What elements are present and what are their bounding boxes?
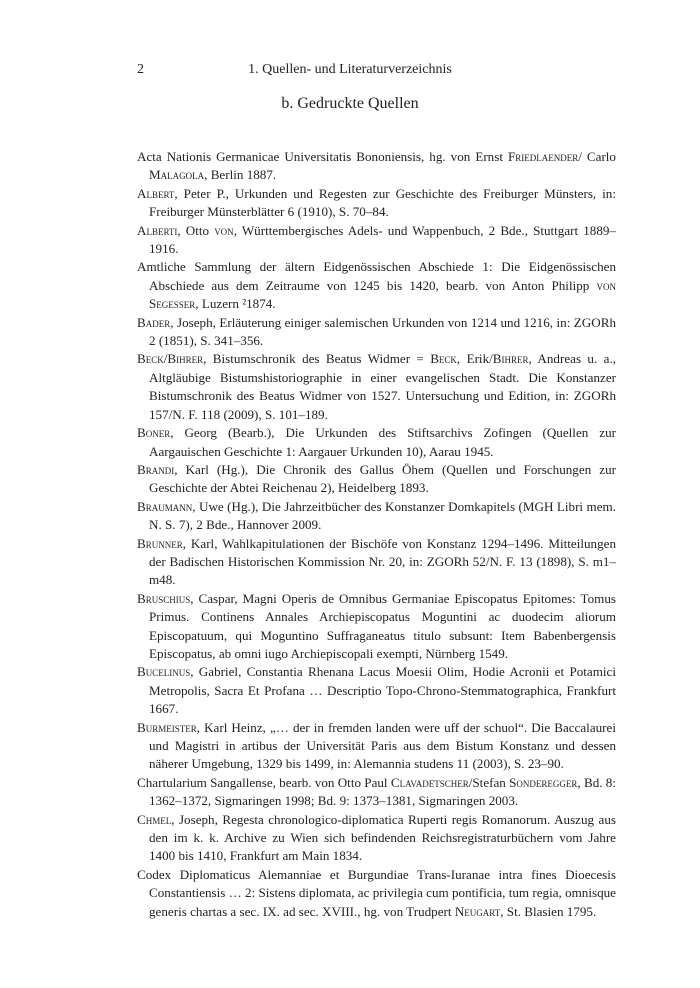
author-name: Sonderegger bbox=[509, 774, 578, 790]
bibliography-entry: Alberti, Otto von, Württembergisches Adels- und Wappenbuch, 2 Bde., Stuttgart 1889–1916. bbox=[137, 222, 616, 257]
bibliography-entry: Bader, Joseph, Erläuterung einiger salemischen Urkunden von 1214 und 1216, in: ZGORh 2 (1851), S. 341–356. bbox=[137, 314, 616, 349]
bibliography-entry: Amtliche Sammlung der ältern Eidgenössischen Abschiede 1: Die Eidgenössischen Abschiede aus dem Zeitraume von 1245 bis 1420, bearb. von Anton Philipp von Segesser, Luzern ²1874. bbox=[137, 259, 616, 312]
bibliography-entry: Bruschius, Caspar, Magni Operis de Omnibus Germaniae Episcopatus Epitomes: Tomus Primus. Continens Annales Archiepiscopatus Moguntini ac duodecim aliorum Episcopatuum, qui Moguntino Suffraganeatus titulo subsunt: Item Babenbergensis Episcopatus, ab omni iugo Archiepiscopali exempti, Nürnberg 1549. bbox=[137, 590, 616, 661]
bibliography-entry: Albert, Peter P., Urkunden und Regesten zur Geschichte des Freiburger Münsters, in: Freiburger Münsterblätter 6 (1910), S. 70–84. bbox=[137, 185, 616, 220]
running-head bbox=[0, 62, 700, 80]
author-name: Beck bbox=[430, 351, 457, 367]
bibliography-entry: Bucelinus, Gabriel, Constantia Rhenana Lacus Moesii Olim, Hodie Acronii et Potamici Metropolis, Sacra Et Profana … Descriptio Topo-Chrono-Stemmatographica, Frankfurt 1667. bbox=[137, 664, 616, 717]
bibliography-entry: Codex Diplomaticus Alemanniae et Burgundiae Trans-Iuranae intra fines Dioecesis Constantiensis … 2: Sistens diplomata, ac privilegia cum pontificia, tum regia, omnisque generis chartas a sec. IX. ad sec. XVIII., hg. von Trudpert Neugart, St. Blasien 1795. bbox=[137, 866, 616, 919]
bibliography-entry: Boner, Georg (Bearb.), Die Urkunden des Stiftsarchivs Zofingen (Quellen zur Aargauischen Geschichte 1: Aargauer Urkunden 10), Aarau 1945. bbox=[137, 425, 616, 459]
author-name: Bihrer bbox=[492, 351, 529, 367]
author-name: Braumann bbox=[137, 498, 193, 514]
chapter-title: 1. Quellen- und Literaturverzeichnis bbox=[248, 62, 452, 77]
bibliography-list bbox=[137, 148, 616, 921]
author-name: Bucelinus bbox=[137, 664, 191, 680]
page-number: 2 bbox=[137, 62, 144, 77]
bibliography-entry: Chartularium Sangallense, bearb. von Otto Paul Clavadetscher/Stefan Sonderegger, Bd. 8: 1362–1372, Sigmaringen 1998; Bd. 9: 1373–1381, Sigmaringen 2003. bbox=[137, 774, 616, 809]
author-name: von Segesser bbox=[149, 277, 616, 312]
author-name: Alberti bbox=[137, 222, 178, 238]
author-name: Neugart bbox=[454, 903, 501, 919]
author-name: Boner bbox=[137, 425, 171, 441]
bibliography-entry: Braumann, Uwe (Hg.), Die Jahrzeitbücher des Konstanzer Domkapitels (MGH Libri mem. N. S. 7), 2 Bde., Hannover 2009. bbox=[137, 498, 616, 533]
author-name: Chmel bbox=[137, 811, 172, 827]
bibliography-entry: Brunner, Karl, Wahlkapitulationen der Bischöfe von Konstanz 1294–1496. Mitteilungen der Badischen Historischen Kommission Nr. 20, in: ZGORh 52/N. F. 13 (1898), S. m1–m48. bbox=[137, 535, 616, 588]
author-name: Bader bbox=[137, 314, 171, 330]
bibliography-entry: Brandi, Karl (Hg.), Die Chronik des Gallus Öhem (Quellen und Forschungen zur Geschichte der Abtei Reichenau 2), Heidelberg 1893. bbox=[137, 461, 616, 496]
bibliography-entry: Chmel, Joseph, Regesta chronologico-diplomatica Ruperti regis Romanorum. Auszug aus den im k. k. Archive zu Wien sich befindenden Reichsregistraturbüchern vom Jahre 1400 bis 1410, Frankfurt am Main 1834. bbox=[137, 811, 616, 864]
bibliography-entry: Acta Nationis Germanicae Universitatis Bononiensis, hg. von Ernst Friedlaender/ Carlo Malagola, Berlin 1887. bbox=[137, 149, 616, 183]
author-name: Burmeister bbox=[137, 719, 197, 735]
author-name: Brandi bbox=[137, 461, 175, 477]
author-name: Brunner bbox=[137, 535, 183, 551]
author-name: Beck/Bihrer bbox=[137, 351, 204, 367]
author-name: Friedlaender bbox=[507, 149, 579, 164]
author-name: von bbox=[214, 222, 234, 238]
author-name: Bruschius bbox=[137, 590, 191, 606]
bibliography-entry: Burmeister, Karl Heinz, „… der in fremden landen were uff der schuol“. Die Baccalaurei und Magistri in artibus der Universität Paris aus dem Bistum Konstanz und dessen näherer Umgebung, 1329 bis 1499, in: Alemannia studens 11 (2003), S. 23–90. bbox=[137, 719, 616, 772]
author-name: Albert bbox=[137, 185, 175, 201]
section-heading: b. Gedruckte Quellen bbox=[281, 95, 419, 112]
author-name: Clavadetscher bbox=[390, 774, 469, 790]
bibliography-entry: Beck/Bihrer, Bistumschronik des Beatus Widmer = Beck, Erik/Bihrer, Andreas u. a., Altgläubige Bistumshistoriographie in einer evangelischen Stadt. Die Konstanzer Bistumschronik des Beatus Widmer von 1527. Untersuchung und Edition, in: ZGORh 157/N. F. 118 (2009), S. 101–189. bbox=[137, 351, 616, 422]
author-name: Malagola bbox=[149, 167, 205, 183]
